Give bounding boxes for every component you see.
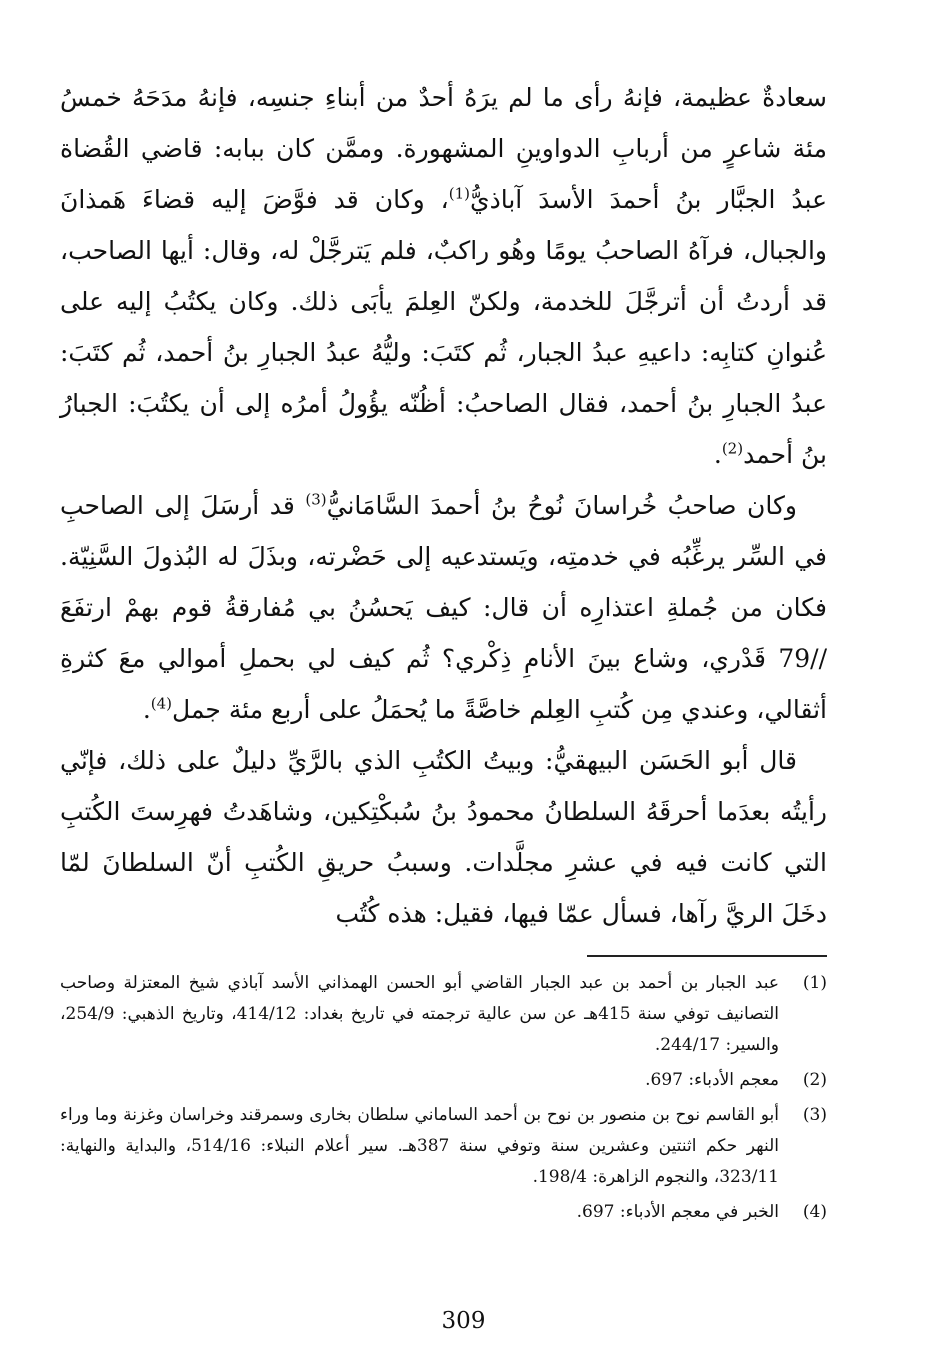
paragraph-2-text-a: وكان صاحبُ خُراسانَ نُوحُ بنُ أحمدَ السَّامَانيُّ xyxy=(326,491,798,520)
footnote-number: (1) xyxy=(802,973,827,993)
footnote-2 xyxy=(60,1065,827,1096)
footnote-separator xyxy=(587,955,827,957)
footnote-ref-1: (1) xyxy=(448,184,471,203)
footnote-ref-2: (2) xyxy=(721,439,744,458)
paragraph-3 xyxy=(60,735,827,939)
paragraph-1-text-c: . xyxy=(713,440,722,469)
footnote-3 xyxy=(60,1100,827,1193)
footnote-ref-3: (3) xyxy=(305,490,327,509)
footnote-text: الخبر في معجم الأدباء: 697. xyxy=(576,1202,779,1222)
paragraph-3-text: قال أبو الحَسَن البيهقيُّ: وبيتُ الكتُبِ الذي بالرَّيِّ دليلٌ على ذلك، فإنّي رأيتُه بعدَما أحرقَهُ السلطانُ محمودُ بنُ سُبكْتِكين، وشاهَدتُ فهرِستَ الكُتبِ التي كانت فيه في عشرِ مجلَّدات. وسببُ حريقِ الكُتبِ أنّ السلطانَ لمّا دخَلَ الريَّ رآها، فسأل عمّا فيها، فقيل: هذه كُتُب xyxy=(60,746,827,928)
paragraph-2-text-c: . xyxy=(142,695,151,724)
footnote-text: عبد الجبار بن أحمد بن عبد الجبار القاضي أبو الحسن الهمذاني الأسد آباذي شيخ المعتزلة وصاحب التصانيف توفي سنة 415هـ عن سن عالية ترجمته في تاريخ بغداد: 414/12، وتاريخ الذهبي: 254/9، والسير: 244/17. xyxy=(60,973,779,1055)
paragraph-1-text-b: ، وكان قد فوَّضَ إليه قضاءَ هَمذانَ والجبال، فرآهُ الصاحبُ يومًا وهُو راكبٌ، فلم يَترجَّلْ له، وقال: أيها الصاحب، قد أردتُ أن أترجَّلَ للخدمة، ولكنّ العِلمَ يأبَى ذلك. وكان يكتُبُ إليه على عُنوانِ كتابِه: داعيهِ عبدُ الجبار، ثُم كتَبَ: وليُّهُ عبدُ الجبارِ بنُ أحمد، ثُم كتَبَ: عبدُ الجبارِ بنُ أحمد، فقال الصاحبُ: أظُنّه يؤُولُ أمرُه إلى أن يكتُبَ: الجبارُ بنُ أحمد xyxy=(60,185,827,469)
footnotes xyxy=(60,968,827,1232)
page-number: 309 xyxy=(441,1308,486,1334)
footnote-number: (4) xyxy=(802,1202,827,1222)
footnote-number: (2) xyxy=(802,1070,827,1090)
paragraph-1-text-a: سعادةٌ عظيمة، فإنهُ رأى ما لم يرَهُ أحدٌ من أبناءِ جنسِه، فإنهُ مدَحَهُ خمسُ مئة شاعرٍ من أربابِ الدواوينِ المشهورة. وممَّن كان ببابه: قاضي القُضاة عبدُ الجبَّار بنُ أحمدَ الأسدَ آباذيُّ xyxy=(60,83,827,214)
paragraph-1 xyxy=(60,72,827,480)
paragraph-2-text-b: قد أرسَلَ إلى الصاحبِ في السِّر يرغِّبُه في خدمتِه، ويَستدعيه إلى حَضْرته، وبذَلَ له البُذولَ السَّنِيّة. فكان من جُملةِ اعتذارِه أن قال: كيف يَحسُنُ بي مُفارقةُ قوم بهمْ ارتفَعَ //79 قَدْري، وشاع بينَ الأنامِ ذِكْري؟ ثُم كيف لي بحملِ أموالي معَ كثرةِ أثقالي، وعندي مِن كُتبِ العِلم خاصَّةً ما يُحمَلُ على أربع مئة جمل xyxy=(60,491,827,724)
footnote-text: أبو القاسم نوح بن منصور بن نوح بن أحمد الساماني سلطان بخارى وسمرقند وخراسان وغزنة وما وراء النهر حكم اثنتين وعشرين سنة وتوفي سنة 387هـ. سير أعلام النبلاء: 514/16، والبداية والنهاية: 323/11، والنجوم الزاهرة: 198/4. xyxy=(60,1105,780,1187)
footnote-number: (3) xyxy=(802,1105,827,1125)
main-text xyxy=(60,72,827,939)
paragraph-2 xyxy=(60,480,827,735)
footnote-text: معجم الأدباء: 697. xyxy=(645,1070,779,1090)
footnote-4 xyxy=(60,1197,827,1228)
footnote-ref-4: (4) xyxy=(150,694,173,713)
footnote-1 xyxy=(60,968,827,1061)
